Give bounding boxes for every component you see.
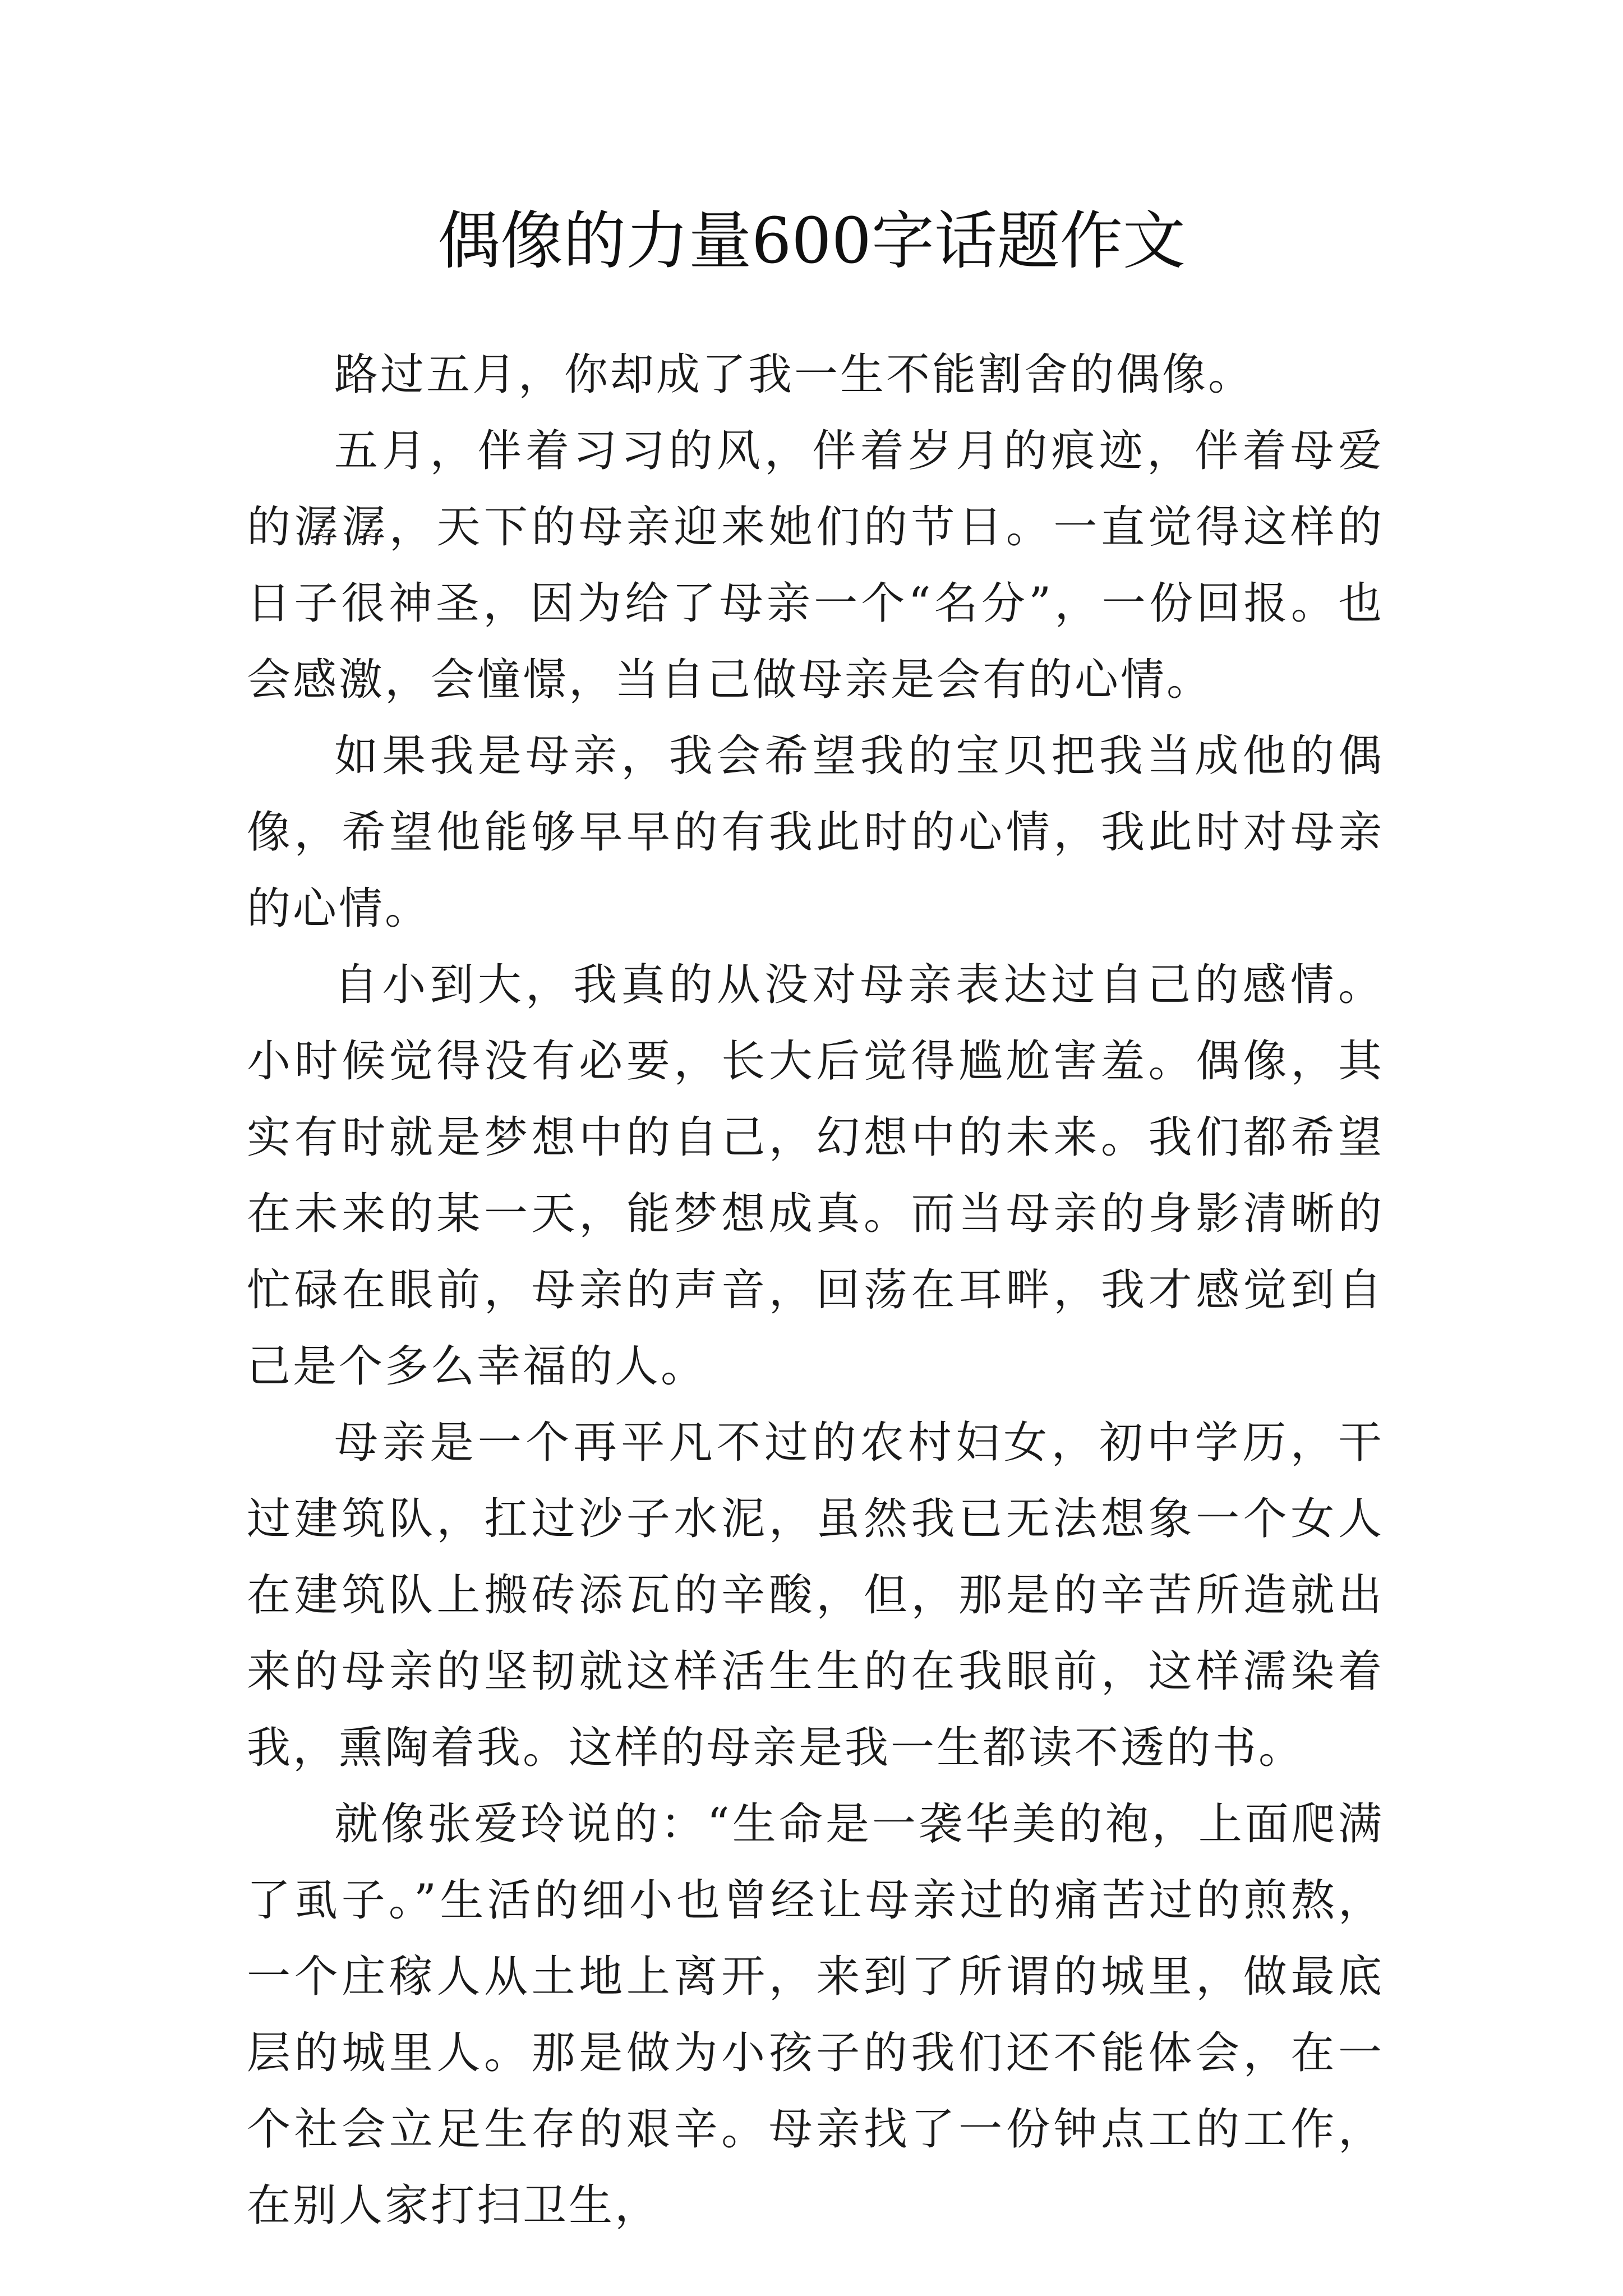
paragraph-1: 路过五月，你却成了我一生不能割舍的偶像。 <box>334 349 1255 400</box>
document-body <box>247 337 1384 2244</box>
paragraph-6: 就像张爱玲说的：“生命是一袭华美的袍，上面爬满了虱子。”生活的细小也曾经让母亲过的痛苦过的煎熬，一个庄稼人从土地上离开，来到了所谓的城里，做最底层的城里人。那是做为小孩子的我们还不能体会，在一个社会立足生存的艰辛。母亲找了一份钟点工的工作，在别人家打扫卫生， <box>247 1799 1384 2231</box>
paragraph-2: 五月，伴着习习的风，伴着岁月的痕迹，伴着母爱的潺潺，天下的母亲迎来她们的节日。一直觉得这样的日子很神圣，因为给了母亲一个“名分”，一份回报。也会感激，会憧憬，当自己做母亲是会有的心情。 <box>247 426 1384 705</box>
document-title: 偶像的力量600字话题作文 <box>437 205 1186 278</box>
paragraph-3: 如果我是母亲，我会希望我的宝贝把我当成他的偶像，希望他能够早早的有我此时的心情，我此时对母亲的心情。 <box>247 731 1384 934</box>
paragraph-4: 自小到大，我真的从没对母亲表达过自己的感情。小时候觉得没有必要，长大后觉得尴尬害羞。偶像，其实有时就是梦想中的自己，幻想中的未来。我们都希望在未来的某一天，能梦想成真。而当母亲的身影清晰的忙碌在眼前，母亲的声音，回荡在耳畔，我才感觉到自己是个多么幸福的人。 <box>247 960 1384 1392</box>
paragraph-5: 母亲是一个再平凡不过的农村妇女，初中学历，干过建筑队，扛过沙子水泥，虽然我已无法想象一个女人在建筑队上搬砖添瓦的辛酸，但，那是的辛苦所造就出来的母亲的坚韧就这样活生生的在我眼前，这样濡染着我，熏陶着我。这样的母亲是我一生都读不透的书。 <box>247 1418 1384 1773</box>
